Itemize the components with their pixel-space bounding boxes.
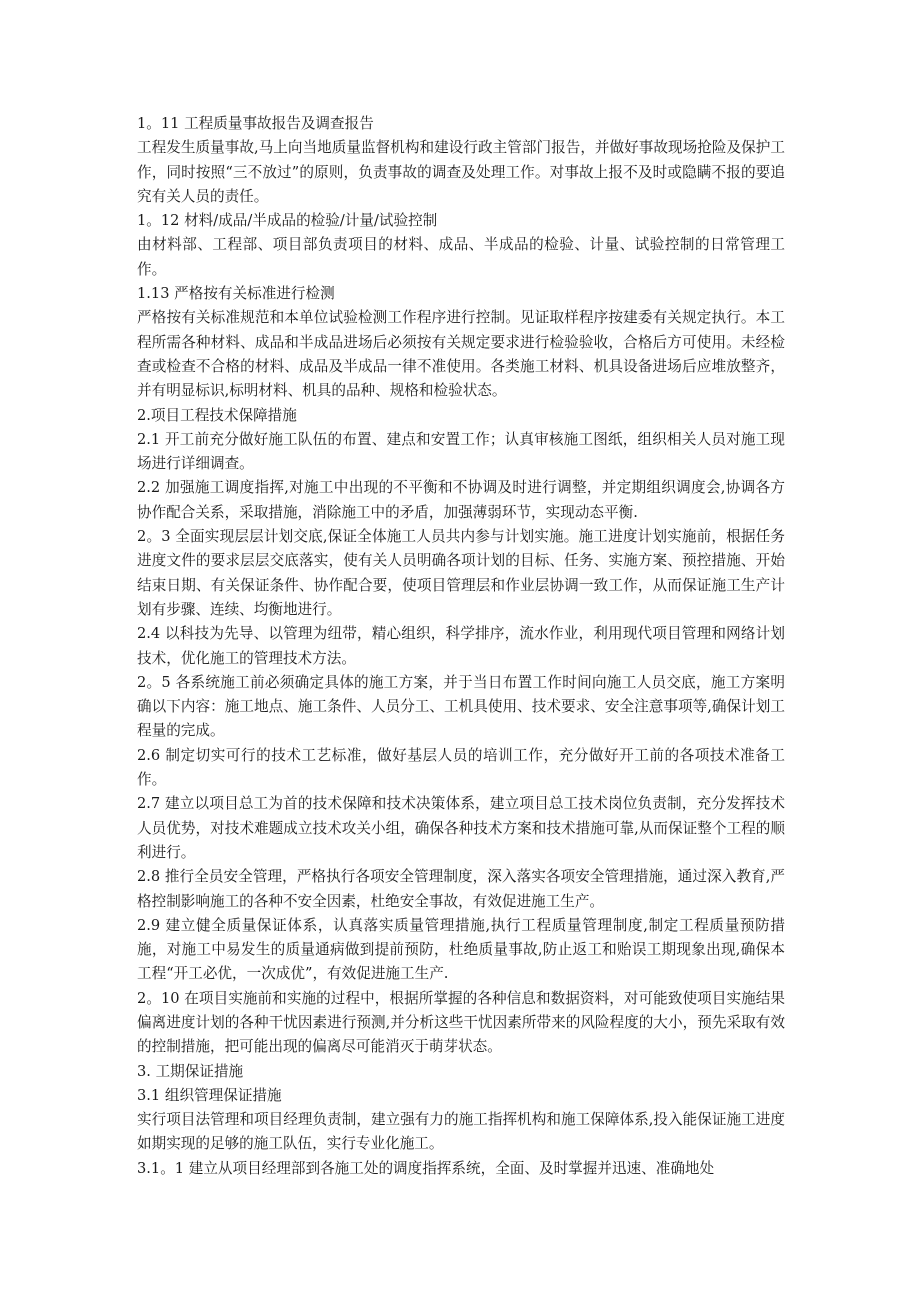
heading-1-12: 1。12 材料/成品/半成品的检验/计量/试验控制 (137, 212, 438, 230)
paragraph-2-9: 2.9 建立健全质量保证体系，认真落实质量管理措施,执行工程质量管理制度,制定工程质量预防措施，对施工中易发生的质量通病做到提前预防，杜绝质量事故,防止返工和贻误工期现象出现,确保本工程“开工必优，一次成优”，有效促进施工生产. (137, 916, 785, 983)
paragraph-1-12-body: 由材料部、工程部、项目部负责项目的材料、成品、半成品的检验、计量、试验控制的日常管理工作。 (137, 236, 785, 278)
heading-3: 3. 工期保证措施 (137, 1062, 244, 1080)
heading-1-11: 1。11 工程质量事故报告及调查报告 (137, 115, 374, 132)
paragraph-2-7: 2.7 建立以项目总工为首的技术保障和技术决策体系，建立项目总工技术岗位负责制，充分发挥技术人员优势，对技术难题成立技术攻关小组，确保各种技术方案和技术措施可靠,从而保证整个工程的顺利进行。 (137, 795, 785, 861)
paragraph-2-4: 2.4 以科技为先导、以管理为纽带，精心组织，科学排序，流水作业，利用现代项目管理和网络计划技术，优化施工的管理技术方法。 (137, 625, 785, 667)
paragraph-2-1: 2.1 开工前充分做好施工队伍的布置、建点和安置工作；认真审核施工图纸，组织相关人员对施工现场进行详细调查。 (137, 430, 785, 473)
paragraph-2-6: 2.6 制定切实可行的技术工艺标准，做好基层人员的培训工作，充分做好开工前的各项技术准备工作。 (137, 746, 785, 789)
paragraph-3-1-body: 实行项目法管理和项目经理负责制，建立强有力的施工指挥机构和施工保障体系,投入能保证施工进度如期实现的足够的施工队伍，实行专业化施工。 (137, 1111, 785, 1153)
paragraph-2-5: 2。5 各系统施工前必须确定具体的施工方案，并于当日布置工作时间向施工人员交底，施工方案明确以下内容：施工地点、施工条件、人员分工、工机具使用、技术要求、安全注意事项等,确保计划工程量的完成。 (137, 673, 785, 740)
document-page (137, 112, 785, 1181)
paragraph-3-1-1: 3.1。1 建立从项目经理部到各施工处的调度指挥系统，全面、及时掌握并迅速、准确地处 (137, 1159, 715, 1177)
paragraph-2-3: 2。3 全面实现层层计划交底,保证全体施工人员共内参与计划实施。施工进度计划实施前，根据任务进度文件的要求层层交底落实，使有关人员明确各项计划的目标、任务、实施方案、预控措施、开始结束日期、有关保证条件、协作配合要，使项目管理层和作业层协调一致工作，从而保证施工生产计划有步骤、连续、均衡地进行。 (137, 528, 785, 618)
heading-3-1: 3.1 组织管理保证措施 (137, 1086, 282, 1104)
heading-1-13: 1.13 严格按有关标准进行检测 (137, 285, 335, 303)
paragraph-2-8: 2.8 推行全员安全管理，严格执行各项安全管理制度，深入落实各项安全管理措施，通过深入教育,严格控制影响施工的各种不安全因素，杜绝安全事故，有效促进施工生产。 (137, 868, 785, 910)
paragraph-1-13-body: 严格按有关标准规范和本单位试验检测工作程序进行控制。见证取样程序按建委有关规定执行。本工程所需各种材料、成品和半成品进场后必须按有关规定要求进行检验验收，合格后方可使用。未经检查或检查不合格的材料、成品及半成品一律不准使用。各类施工材料、机具设备进场后应堆放整齐，并有明显标识,标明材料、机具的品种、规格和检验状态。 (137, 309, 785, 400)
paragraph-2-2: 2.2 加强施工调度指挥,对施工中出现的不平衡和不协调及时进行调整，并定期组织调度会,协调各方协作配合关系，采取措施，消除施工中的矛盾，加强薄弱环节，实现动态平衡. (137, 479, 785, 521)
paragraph-2-10: 2。10 在项目实施前和实施的过程中，根据所掌握的各种信息和数据资料，对可能致使项目实施结果偏离进度计划的各种干忧因素进行预测,并分析这些干忧因素所带来的风险程度的大小，预先采取有效的控制措施，把可能出现的偏离尽可能消灭于萌芽状态。 (137, 989, 785, 1056)
paragraph-1-11-body: 工程发生质量事故,马上向当地质量监督机构和建设行政主管部门报告，并做好事故现场抢险及保护工作，同时按照“三不放过”的原则，负责事故的调查及处理工作。对事故上报不及时或隐瞒不报的要追究有关人员的责任。 (137, 139, 785, 205)
heading-2: 2.项目工程技术保障措施 (137, 406, 297, 424)
